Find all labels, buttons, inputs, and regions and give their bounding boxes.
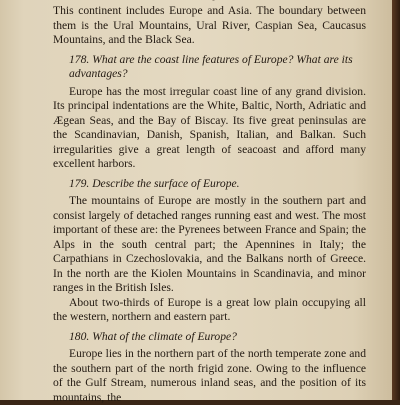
question-180: 180. What of the climate of Europe?	[69, 329, 237, 343]
book-edge	[392, 0, 400, 400]
answer-180: Europe lies in the northern part of the north temperate zone and the southern part of the north frigid zone. Owing to the influence of the Gulf Stream, numerous inland seas, and the position of its mountains, the	[53, 347, 366, 404]
answer-179-mountains: The mountains of Europe are mostly in the southern part and consist largely of detached ranges running east and west. The most important of these are: the Pyrenees between France and Spain; the Alps in the south central part; the Apennines in Italy; the Carpathians in Czechoslovakia, and the Balkans north of Greece. In the north are the Kiolen Mountains in Scandinavia, and minor ranges in the British Isles.	[53, 194, 366, 294]
answer-179-plain: About two-thirds of Europe is a great low plain occupying all the western, northern and eastern part.	[53, 295, 366, 323]
answer-178: Europe has the most irregular coast line of any grand division. Its principal indentations are the White, Baltic, North, Adriatic and Ægean Seas, and the Bay of Biscay. Its five great peninsulas are the Scandinavian, Danish, Spanish, Italian, and Balkan. Such irregularities give a great length of seacoast and afford many excellent harbors.	[53, 84, 366, 170]
page-text	[53, 0, 366, 405]
question-178: 178. What are the coast line features of Europe? What are its advantages?	[69, 52, 353, 80]
question-179: 179. Describe the surface of Europe.	[69, 176, 240, 190]
paragraph-continents: This continent includes Europe and Asia. The boundary between them is the Ural Mountains, Ural River, Caspian Sea, Caucasus Mountains, and the Black Sea.	[53, 4, 366, 46]
